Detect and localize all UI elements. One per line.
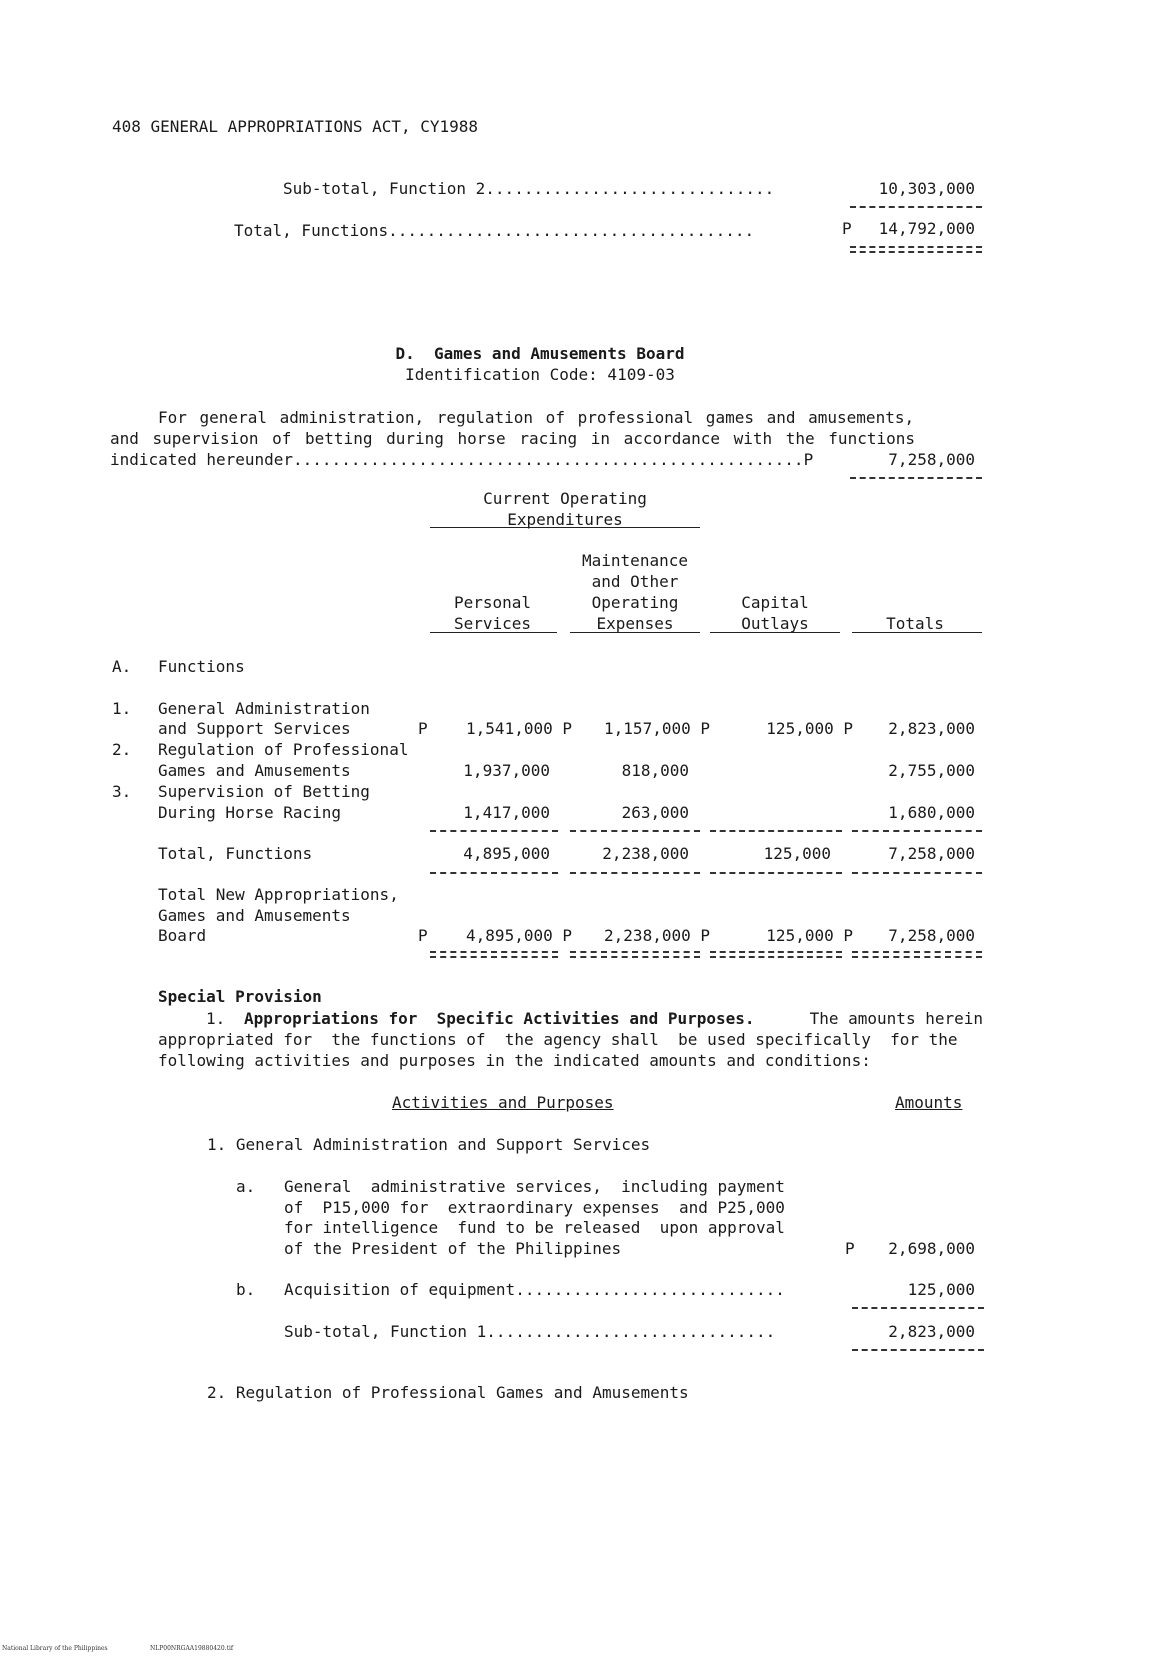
col-mooe-3: Operating <box>591 593 679 612</box>
group-header-rule <box>430 527 700 528</box>
double-divider <box>430 951 558 958</box>
row-label-line1: Regulation of Professional <box>158 740 409 759</box>
item-a-peso: P <box>845 1239 855 1258</box>
divider <box>852 830 982 832</box>
footer-file: NLP00NRGAA19880420.tif <box>150 1645 234 1652</box>
col-personal-2: Services <box>453 614 532 633</box>
row-personal: 1,541,000 P <box>466 719 572 738</box>
purpose-line-2: and supervision of betting during horse racing in accordance with the functions <box>110 429 915 448</box>
double-divider <box>570 951 700 958</box>
row-label-line2: Games and Amusements <box>158 761 351 780</box>
total-new-peso: P <box>418 926 428 945</box>
divider <box>852 872 982 874</box>
subtotal-function-1-label: Sub-total, Function 1.............................. <box>284 1322 776 1341</box>
total-new-label-3: Board <box>158 926 207 945</box>
provision-item-text-3: following activities and purposes in the indicated amounts and conditions: <box>158 1051 871 1070</box>
row-label-line2: and Support Services <box>158 719 351 738</box>
item-a-line1: General administrative services, including payment <box>284 1177 785 1196</box>
row-personal: 1,417,000 <box>463 803 550 822</box>
group-header-line1: Current Operating <box>483 489 647 508</box>
divider <box>430 830 558 832</box>
col-rule <box>430 632 557 633</box>
section-label: Functions <box>158 657 245 676</box>
total-new-capital: 125,000 P <box>766 926 853 945</box>
col-mooe-4: Expenses <box>596 614 674 633</box>
row-label-line2: During Horse Racing <box>158 803 342 822</box>
provision-item-text-1: The amounts herein <box>790 1009 983 1028</box>
col-rule <box>710 632 840 633</box>
col-amounts-header: Amounts <box>895 1093 963 1112</box>
section-letter: A. <box>112 657 132 676</box>
subtotal-function-1-amount: 2,823,000 <box>888 1322 975 1341</box>
prev-total-peso: P <box>842 219 852 238</box>
function-2-heading: 2. Regulation of Professional Games and Amusements <box>207 1383 689 1402</box>
col-rule <box>570 632 700 633</box>
divider <box>852 1307 984 1309</box>
item-a-amount: 2,698,000 <box>888 1239 975 1258</box>
total-functions-label: Total, Functions <box>158 844 313 863</box>
col-totals: Totals <box>886 614 944 633</box>
total-functions-personal: 4,895,000 <box>463 844 550 863</box>
divider <box>850 206 982 208</box>
provision-item-text-2: appropriated for the functions of the agency shall be used specifically for the <box>158 1030 958 1049</box>
purpose-line-3: indicated hereunder.....................................................P <box>110 450 814 469</box>
total-functions-capital: 125,000 <box>763 844 831 863</box>
divider <box>430 872 558 874</box>
item-b-text: Acquisition of equipment............................ <box>284 1280 785 1299</box>
row-total: 1,680,000 <box>888 803 975 822</box>
total-functions-mooe: 2,238,000 <box>602 844 689 863</box>
row-label-line1: General Administration <box>158 699 370 718</box>
divider <box>570 872 700 874</box>
divider <box>710 830 842 832</box>
row-peso: P <box>418 719 428 738</box>
special-provision-heading: Special Provision <box>158 987 322 1006</box>
total-new-label-1: Total New Appropriations, <box>158 885 399 904</box>
row-mooe: 1,157,000 P <box>604 719 710 738</box>
prev-total-label: Total, Functions...................................... <box>234 221 755 240</box>
col-personal-1: Personal <box>453 593 532 612</box>
divider <box>852 1349 984 1351</box>
total-new-mooe: 2,238,000 P <box>604 926 710 945</box>
col-rule <box>852 632 982 633</box>
row-total: 2,823,000 <box>888 719 975 738</box>
col-mooe-2: and Other <box>591 572 679 591</box>
purpose-line-1: For general administration, regulation of professional games and amusements, <box>158 408 915 427</box>
total-functions-total: 7,258,000 <box>888 844 975 863</box>
group-header-line2: Expenditures <box>507 510 623 529</box>
total-new-label-2: Games and Amusements <box>158 906 351 925</box>
provision-item-title: Appropriations for Specific Activities and Purposes. <box>244 1009 755 1028</box>
agency-id-code: Identification Code: 4109-03 <box>405 365 675 384</box>
row-capital: 125,000 P <box>766 719 853 738</box>
item-a-line3: for intelligence fund to be released upon approval <box>284 1218 785 1237</box>
purpose-amount: 7,258,000 <box>888 450 975 469</box>
row-total: 2,755,000 <box>888 761 975 780</box>
footer-library: National Library of the Philippines <box>2 1645 108 1652</box>
row-label-line1: Supervision of Betting <box>158 782 370 801</box>
row-mooe: 263,000 <box>621 803 689 822</box>
double-divider <box>850 246 982 253</box>
agency-title: D. Games and Amusements Board <box>395 344 685 363</box>
item-a-line2: of P15,000 for extraordinary expenses and P25,000 <box>284 1198 785 1217</box>
total-new-total: 7,258,000 <box>888 926 975 945</box>
divider <box>850 477 982 479</box>
row-personal: 1,937,000 <box>463 761 550 780</box>
row-number: 2. <box>112 740 132 759</box>
col-capital-2: Outlays <box>741 614 809 633</box>
item-b-letter: b. <box>236 1280 256 1299</box>
prev-subtotal-label: Sub-total, Function 2.............................. <box>283 179 775 198</box>
item-a-letter: a. <box>236 1177 256 1196</box>
prev-total-value: 14,792,000 <box>878 219 975 238</box>
col-mooe-1: Maintenance <box>582 551 688 570</box>
item-a-line4: of the President of the Philippines <box>284 1239 622 1258</box>
prev-subtotal-value: 10,303,000 <box>878 179 975 198</box>
item-b-amount: 125,000 <box>907 1280 975 1299</box>
double-divider <box>852 951 982 958</box>
function-1-heading: 1. General Administration and Support Services <box>207 1135 651 1154</box>
page-header: 408 GENERAL APPROPRIATIONS ACT, CY1988 <box>112 117 479 136</box>
col-activities-header: Activities and Purposes <box>392 1093 614 1112</box>
row-mooe: 818,000 <box>621 761 689 780</box>
divider <box>710 872 842 874</box>
divider <box>570 830 700 832</box>
double-divider <box>710 951 842 958</box>
provision-item-number: 1. <box>206 1009 226 1028</box>
col-capital-1: Capital <box>741 593 809 612</box>
row-number: 1. <box>112 699 132 718</box>
total-new-personal: 4,895,000 P <box>466 926 572 945</box>
row-number: 3. <box>112 782 132 801</box>
